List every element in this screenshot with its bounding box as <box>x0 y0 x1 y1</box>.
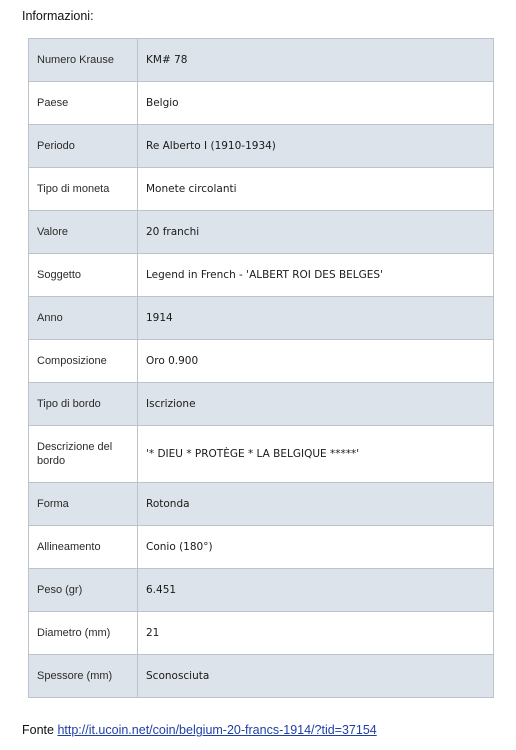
row-value: Oro 0.900 <box>138 340 494 383</box>
table-row-tipo-di-bordo <box>29 383 494 426</box>
row-value: Sconosciuta <box>138 655 494 698</box>
row-value: 1914 <box>138 297 494 340</box>
row-value: Monete circolanti <box>138 168 494 211</box>
row-label: Paese <box>29 82 138 125</box>
section-heading: Informazioni: <box>22 9 94 23</box>
table-row-peso <box>29 569 494 612</box>
source-prefix: Fonte <box>22 723 58 737</box>
row-value: 21 <box>138 612 494 655</box>
row-value: Conio (180°) <box>138 526 494 569</box>
row-label: Composizione <box>29 340 138 383</box>
table-row-periodo <box>29 125 494 168</box>
row-value: Re Alberto I (1910-1934) <box>138 125 494 168</box>
row-value: 6.451 <box>138 569 494 612</box>
row-label: Soggetto <box>29 254 138 297</box>
row-value: '* DIEU * PROTÈGE * LA BELGIQUE *****' <box>138 426 494 483</box>
row-value: KM# 78 <box>138 39 494 82</box>
row-value: Belgio <box>138 82 494 125</box>
row-label: Peso (gr) <box>29 569 138 612</box>
row-label: Diametro (mm) <box>29 612 138 655</box>
table-row-descrizione-del-bordo <box>29 426 494 483</box>
row-value: 20 franchi <box>138 211 494 254</box>
table-row-forma <box>29 483 494 526</box>
row-label: Descrizione del bordo <box>29 426 138 483</box>
table-row-paese <box>29 82 494 125</box>
row-label: Anno <box>29 297 138 340</box>
row-value: Rotonda <box>138 483 494 526</box>
row-label: Spessore (mm) <box>29 655 138 698</box>
row-value: Legend in French - 'ALBERT ROI DES BELGES' <box>138 254 494 297</box>
coin-info-table <box>28 38 494 698</box>
row-label: Tipo di bordo <box>29 383 138 426</box>
table-row-diametro <box>29 612 494 655</box>
row-label: Valore <box>29 211 138 254</box>
table-row-allineamento <box>29 526 494 569</box>
table-row-valore <box>29 211 494 254</box>
row-label: Tipo di moneta <box>29 168 138 211</box>
table-row-soggetto <box>29 254 494 297</box>
table-row-tipo-di-moneta <box>29 168 494 211</box>
table-row-spessore <box>29 655 494 698</box>
row-label: Numero Krause <box>29 39 138 82</box>
table-row-anno <box>29 297 494 340</box>
row-label: Periodo <box>29 125 138 168</box>
row-label: Forma <box>29 483 138 526</box>
source-line <box>22 723 377 737</box>
table-row-composizione <box>29 340 494 383</box>
table-row-numero-krause <box>29 39 494 82</box>
row-label: Allineamento <box>29 526 138 569</box>
source-link[interactable]: http://it.ucoin.net/coin/belgium-20-francs-1914/?tid=37154 <box>57 723 377 737</box>
row-value: Iscrizione <box>138 383 494 426</box>
